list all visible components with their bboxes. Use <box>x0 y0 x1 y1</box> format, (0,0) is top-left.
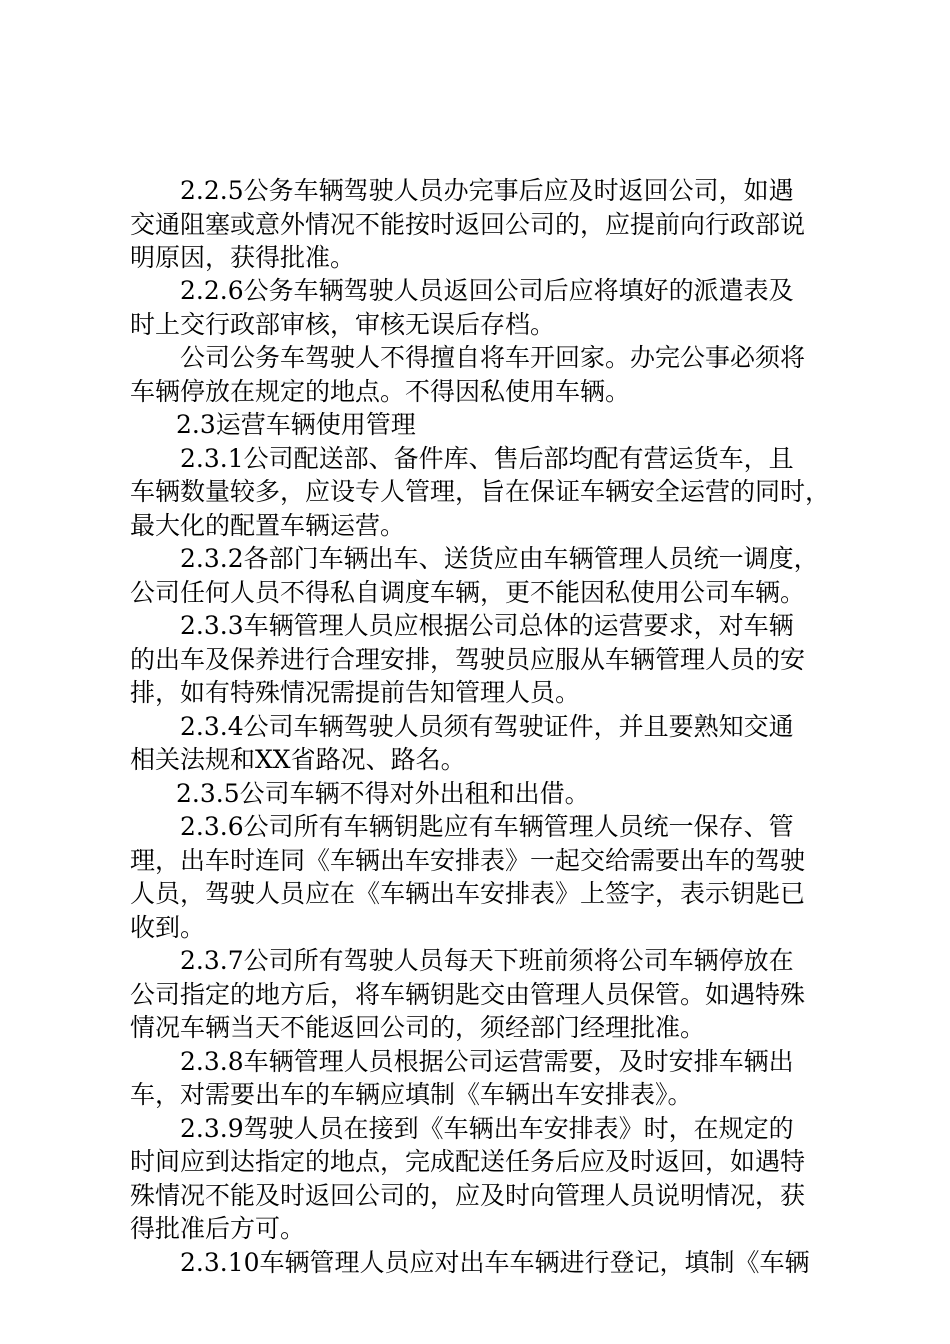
text-line: 的出车及保养进行合理安排，驾驶员应服从车辆管理人员的安 <box>130 645 806 674</box>
text-line: 2.3.5公司车辆不得对外出租和出借。 <box>176 779 590 808</box>
text-line: 人员，驾驶人员应在《车辆出车安排表》上签字，表示钥匙已 <box>130 879 806 908</box>
text-line: 排，如有特殊情况需提前告知管理人员。 <box>130 678 581 707</box>
text-line: 车，对需要出车的车辆应填制《车辆出车安排表》。 <box>130 1080 693 1109</box>
text-line: 2.3.6公司所有车辆钥匙应有车辆管理人员统一保存、管 <box>180 812 794 841</box>
text-line: 时上交行政部审核，审核无误后存档。 <box>130 310 556 339</box>
text-line: 公司任何人员不得私自调度车辆，更不能因私使用公司车辆。 <box>130 578 806 607</box>
text-line: 2.2.6公务车辆驾驶人员返回公司后应将填好的派遣表及 <box>180 276 794 305</box>
text-line: 相关法规和XX省路况、路名。 <box>130 745 466 774</box>
text-line: 理，出车时连同《车辆出车安排表》一起交给需要出车的驾驶 <box>130 846 806 875</box>
text-line: 2.3.1公司配送部、备件库、售后部均配有营运货车，且 <box>180 444 794 473</box>
text-line: 2.3.2各部门车辆出车、送货应由车辆管理人员统一调度， <box>180 544 819 573</box>
text-line: 最大化的配置车辆运营。 <box>130 511 406 540</box>
text-line: 公司指定的地方后，将车辆钥匙交由管理人员保管。如遇特殊 <box>130 980 806 1009</box>
section-heading: 2.3运营车辆使用管理 <box>176 410 416 439</box>
text-line: 车辆停放在规定的地点。不得因私使用车辆。 <box>130 377 631 406</box>
text-line: 2.3.10车辆管理人员应对出车车辆进行登记，填制《车辆 <box>180 1248 810 1277</box>
text-line: 交通阻塞或意外情况不能按时返回公司的，应提前向行政部说 <box>130 210 806 239</box>
text-line: 车辆数量较多，应设专人管理，旨在保证车辆安全运营的同时， <box>130 477 830 506</box>
text-line: 2.3.9驾驶人员在接到《车辆出车安排表》时，在规定的 <box>180 1114 794 1143</box>
text-line: 2.3.3车辆管理人员应根据公司总体的运营要求，对车辆 <box>180 611 794 640</box>
text-line: 公司公务车驾驶人不得擅自将车开回家。办完公事必须将 <box>180 343 806 372</box>
text-line: 2.2.5公务车辆驾驶人员办完事后应及时返回公司，如遇 <box>180 176 794 205</box>
text-line: 殊情况不能及时返回公司的，应及时向管理人员说明情况，获 <box>130 1181 806 1210</box>
text-line: 2.3.8车辆管理人员根据公司运营需要，及时安排车辆出 <box>180 1047 794 1076</box>
text-line: 明原因，获得批准。 <box>130 243 356 272</box>
text-line: 得批准后方可。 <box>130 1214 306 1243</box>
text-line: 2.3.7公司所有驾驶人员每天下班前须将公司车辆停放在 <box>180 946 794 975</box>
text-line: 情况车辆当天不能返回公司的，须经部门经理批准。 <box>130 1013 706 1042</box>
text-line: 2.3.4公司车辆驾驶人员须有驾驶证件，并且要熟知交通 <box>180 712 794 741</box>
text-line: 时间应到达指定的地点，完成配送任务后应及时返回，如遇特 <box>130 1147 806 1176</box>
text-line: 收到。 <box>130 913 206 942</box>
